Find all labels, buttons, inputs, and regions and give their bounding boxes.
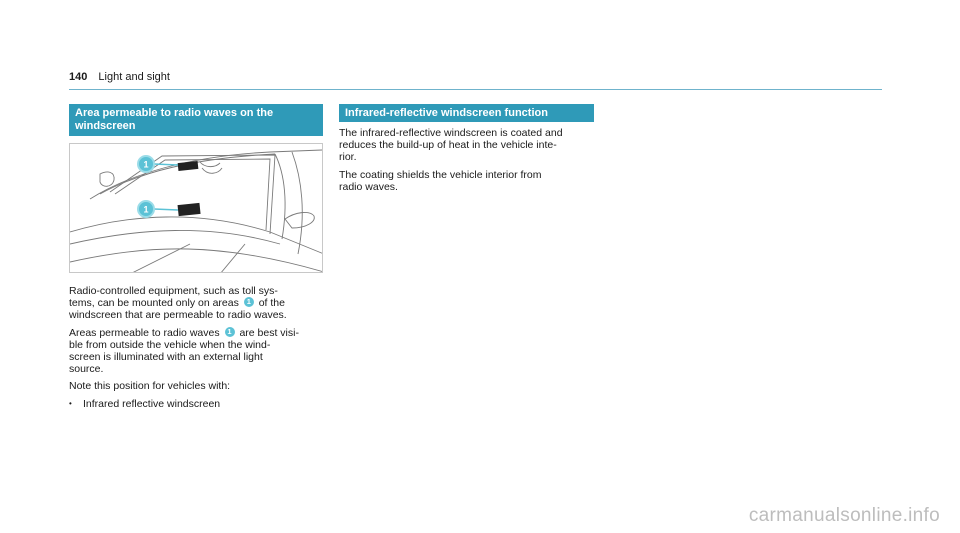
text-line: Radio-controlled equipment, such as toll sys- (69, 285, 278, 297)
paragraph-visibility (69, 327, 329, 376)
text-line: are best visi- (239, 326, 299, 339)
callout-1-lower-label: 1 (143, 204, 149, 215)
paragraph-mounting (69, 285, 329, 322)
permeable-area-upper (178, 161, 199, 171)
left-section-heading (69, 104, 323, 136)
bullet-item (69, 398, 329, 410)
text-line: The coating shields the vehicle interior from (339, 168, 542, 181)
section-title: Light and sight (98, 71, 170, 83)
text-line: screen is illuminated with an external light (69, 351, 263, 364)
windscreen-illustration (69, 143, 323, 273)
bullet-text: Infrared reflective windscreen (83, 397, 221, 410)
watermark: carmanualsonline.info (748, 505, 940, 526)
left-heading-line1: Area permeable to radio waves on the (75, 107, 274, 119)
text-line: radio waves. (339, 180, 398, 193)
header-divider (69, 89, 882, 90)
text-line: rior. (339, 151, 357, 164)
text-line: tems, can be mounted only on areas (69, 297, 239, 310)
text-line: windscreen that are permeable to radio waves. (69, 309, 287, 322)
paragraph-shielding (339, 169, 599, 193)
callout-1-upper-label: 1 (143, 159, 149, 170)
text-line: source. (69, 363, 104, 376)
left-body-text (69, 285, 329, 410)
paragraph-note: Note this position for vehicles with: (69, 380, 231, 393)
text-line: Areas permeable to radio waves (69, 326, 220, 339)
text-line: reduces the build-up of heat in the vehicle inte- (339, 139, 557, 152)
paragraph-coating (339, 127, 599, 164)
callout-badge-1: 1 (244, 297, 254, 307)
text-line: of the (258, 297, 285, 310)
text-line: The infrared-reflective windscreen is coated and (339, 127, 563, 139)
right-section-heading (339, 104, 594, 122)
right-heading-text: Infrared-reflective windscreen function (345, 107, 548, 119)
right-body-text (339, 127, 599, 198)
page-number: 140 (69, 71, 88, 83)
text-line: ble from outside the vehicle when the wind- (69, 338, 271, 351)
permeable-area-lower (178, 203, 201, 216)
left-heading-line2: windscreen (75, 120, 136, 132)
page-header (69, 71, 170, 83)
callout-badge-1: 1 (225, 327, 235, 337)
bullet-marker: • (69, 398, 72, 408)
car-interior-drawing (70, 144, 323, 273)
